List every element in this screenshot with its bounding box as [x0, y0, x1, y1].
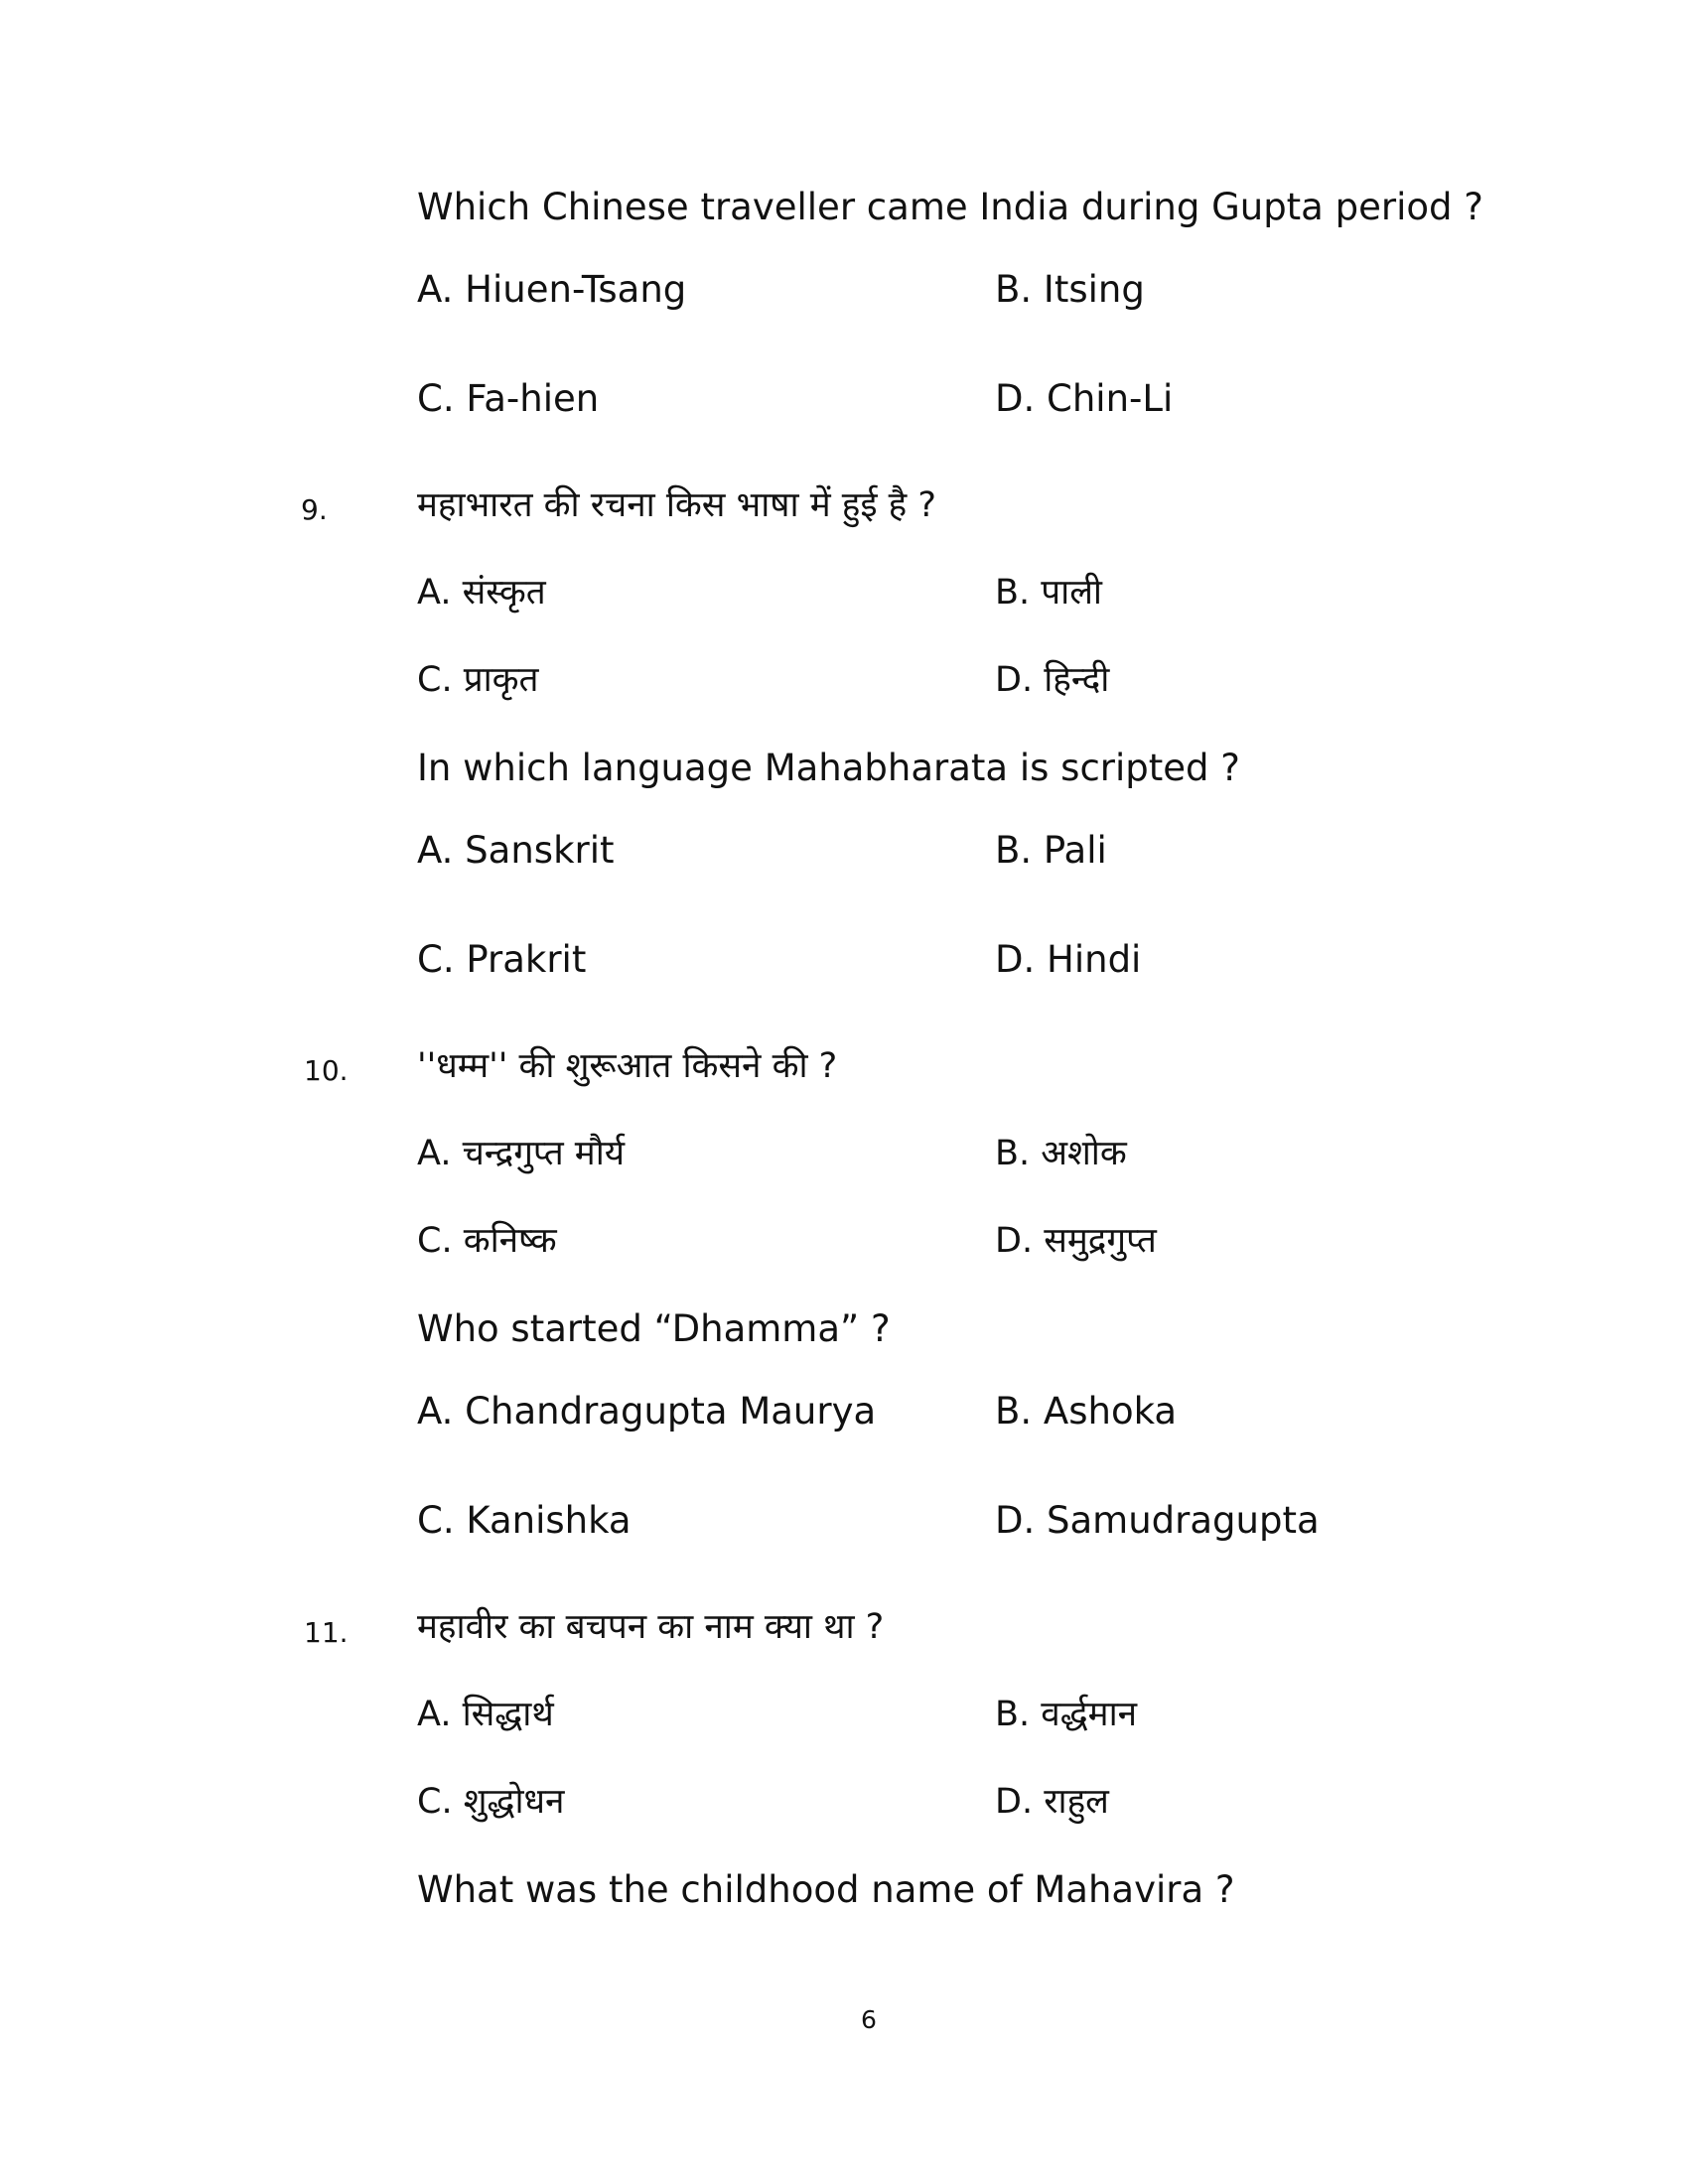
q10-hi-option-c: C. कनिष्क — [417, 1221, 557, 1261]
q10-number: 10. — [304, 1054, 349, 1087]
q11-hi-option-c: C. शुद्धोधन — [417, 1782, 565, 1822]
q8-en-option-d: D. Chin-Li — [995, 377, 1174, 420]
q8-en-option-b: B. Itsing — [995, 268, 1145, 311]
q11-hi-option-a: A. सिद्धार्थ — [417, 1695, 554, 1734]
q10-en-question: Who started “Dhamma” ? — [417, 1307, 891, 1350]
q10-en-option-d: D. Samudragupta — [995, 1499, 1320, 1542]
q9-hi-option-d: D. हिन्दी — [995, 660, 1110, 700]
q9-hi-option-c: C. प्राकृत — [417, 660, 539, 700]
q9-hi-option-b: B. पाली — [995, 573, 1103, 613]
q9-en-option-a: A. Sanskrit — [417, 829, 615, 872]
q9-number: 9. — [301, 493, 328, 526]
q10-hi-option-b: B. अशोक — [995, 1134, 1127, 1173]
q10-hi-question: ''धम्म'' की शुरूआत किसने की ? — [417, 1046, 838, 1086]
q9-hi-option-a: A. संस्कृत — [417, 573, 546, 613]
q11-hi-question: महावीर का बचपन का नाम क्या था ? — [417, 1607, 885, 1647]
q11-number: 11. — [304, 1616, 349, 1649]
q9-en-option-c: C. Prakrit — [417, 938, 587, 981]
q9-en-question: In which language Mahabharata is scripted ? — [417, 747, 1240, 789]
q11-hi-option-b: B. वर्द्धमान — [995, 1695, 1138, 1734]
q8-en-option-a: A. Hiuen-Tsang — [417, 268, 687, 311]
q10-en-option-c: C. Kanishka — [417, 1499, 632, 1542]
q8-en-option-c: C. Fa-hien — [417, 377, 600, 420]
page-number: 6 — [861, 2005, 877, 2034]
q10-en-option-a: A. Chandragupta Maurya — [417, 1390, 877, 1433]
q10-hi-option-a: A. चन्द्रगुप्त मौर्य — [417, 1134, 626, 1173]
q10-hi-option-d: D. समुद्रगुप्त — [995, 1221, 1157, 1261]
q10-en-option-b: B. Ashoka — [995, 1390, 1178, 1433]
q11-hi-option-d: D. राहुल — [995, 1782, 1109, 1822]
q9-hi-question: महाभारत की रचना किस भाषा में हुई है ? — [417, 485, 936, 525]
q9-en-option-b: B. Pali — [995, 829, 1107, 872]
q9-en-option-d: D. Hindi — [995, 938, 1142, 981]
q11-en-question: What was the childhood name of Mahavira ? — [417, 1868, 1235, 1911]
q8-en-question: Which Chinese traveller came India during Gupta period ? — [417, 186, 1483, 228]
